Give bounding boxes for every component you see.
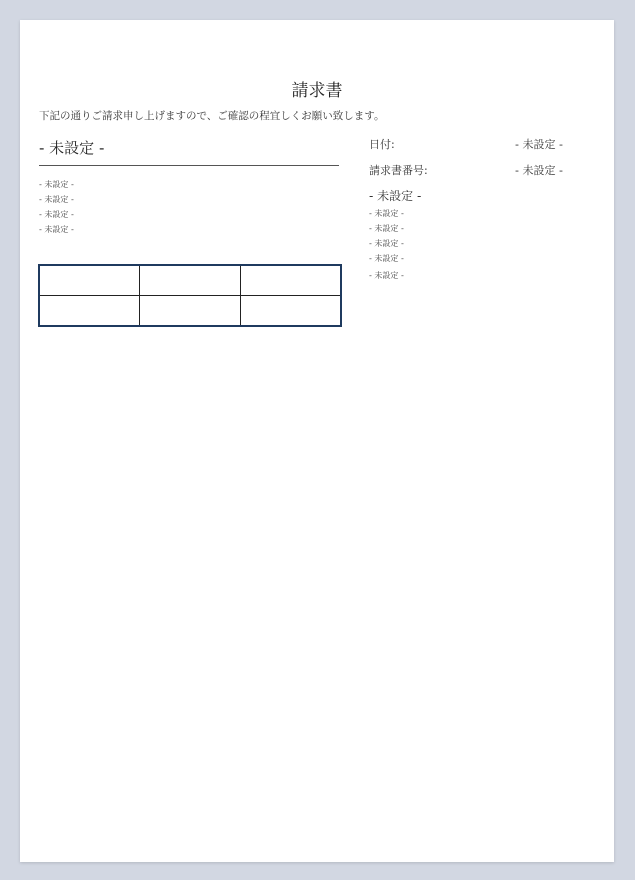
table-cell [140,296,241,327]
client-name: - 未設定 - [39,139,105,157]
invoice-number-row [369,162,579,188]
sender-extra: - 未設定 - [369,271,404,280]
document-title: 請求書 [291,81,343,101]
summary-table [38,264,342,327]
date-label: 日付: [369,138,395,151]
invoice-page [20,20,614,862]
table-cell [39,296,140,327]
table-row [39,265,341,296]
sender-address-line: - 未設定 - [369,209,404,218]
invoice-number-label: 請求書番号: [369,164,428,177]
table-cell [240,296,341,327]
invoice-meta [369,136,579,188]
client-address-line: - 未設定 - [39,210,74,219]
table-row [39,296,341,327]
invoice-number-value: - 未設定 - [515,164,563,177]
sender-address-line: - 未設定 - [369,239,404,248]
client-address-line: - 未設定 - [39,195,74,204]
intro-text: 下記の通りご請求申し上げますので、ご確認の程宜しくお願い致します。 [39,110,385,122]
table-cell [39,265,140,296]
client-divider [39,165,339,166]
table-cell [240,265,341,296]
client-address-line: - 未設定 - [39,225,74,234]
client-address-line: - 未設定 - [39,180,74,189]
date-row [369,136,579,162]
sender-address-line: - 未設定 - [369,254,404,263]
client-address [39,177,74,237]
sender-address-line: - 未設定 - [369,224,404,233]
sender-name: - 未設定 - [369,189,422,203]
sender-address [369,206,404,266]
date-value: - 未設定 - [515,138,563,151]
table-cell [140,265,241,296]
